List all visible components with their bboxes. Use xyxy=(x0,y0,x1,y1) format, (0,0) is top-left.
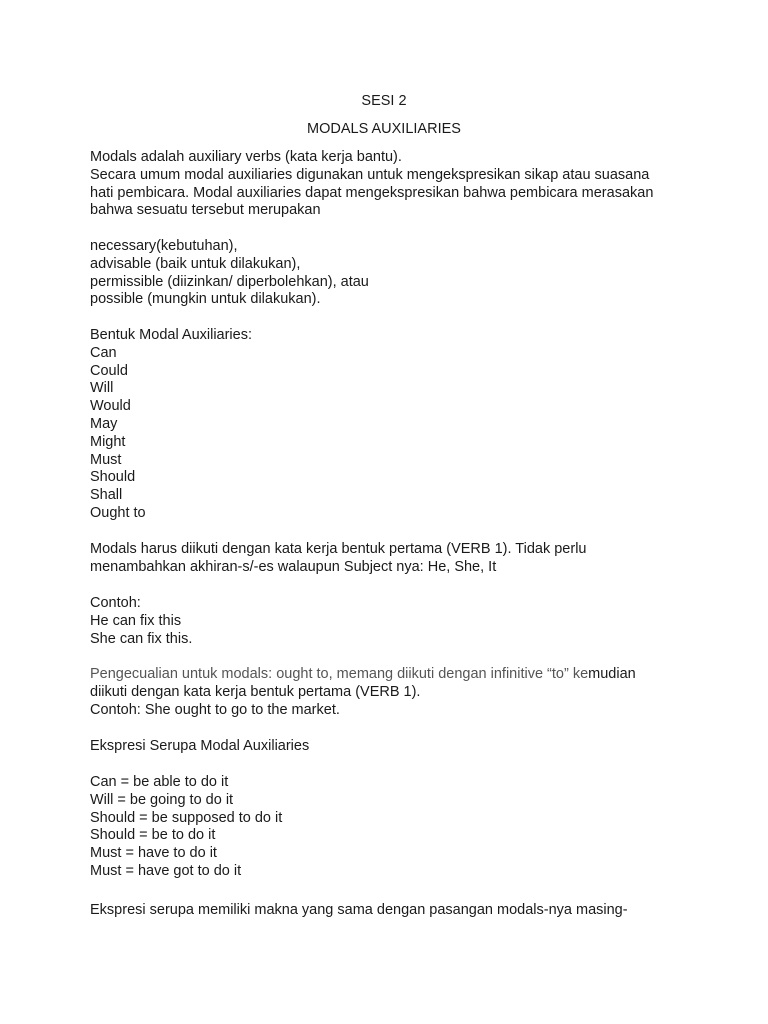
intro-line: hati pembicara. Modal auxiliaries dapat mengekspresikan bahwa pembicara merasakan xyxy=(90,184,654,201)
example-section xyxy=(90,595,690,648)
meanings-list xyxy=(90,238,690,309)
exception-example: Contoh: She ought to go to the market. xyxy=(90,701,340,718)
modal-item: Can xyxy=(90,344,117,361)
similar-item: Must = have to do it xyxy=(90,845,217,862)
example-line: He can fix this xyxy=(90,612,182,629)
intro-paragraph xyxy=(90,149,690,220)
example-line: She can fix this. xyxy=(90,630,193,647)
intro-line: Secara umum modal auxiliaries digunakan untuk mengekspresikan sikap atau suasana xyxy=(90,166,650,183)
similar-list xyxy=(90,774,690,881)
modal-item: Could xyxy=(90,362,128,379)
page-title: MODALS AUXILIARIES xyxy=(307,121,461,137)
modal-item: May xyxy=(90,415,118,432)
exception-line: diikuti dengan kata kerja bentuk pertama (VERB 1). xyxy=(90,683,421,700)
exception-paragraph xyxy=(90,666,690,719)
meaning-item: permissible (diizinkan/ diperbolehkan), atau xyxy=(90,273,369,290)
rule-paragraph xyxy=(90,541,690,577)
modal-item: Will xyxy=(90,380,114,397)
example-heading: Contoh: xyxy=(90,595,141,611)
rule-line: menambahkan akhiran-s/-es walaupun Subject nya: He, She, It xyxy=(90,558,497,575)
exception-gray-text: Pengecualian untuk modals: ought to, memang diikuti dengan infinitive “to” ke xyxy=(90,666,589,682)
session-label: SESI 2 xyxy=(361,93,407,109)
meaning-item: advisable (baik untuk dilakukan), xyxy=(90,255,301,272)
modal-item: Ought to xyxy=(90,504,146,521)
modal-item: Might xyxy=(90,433,126,450)
meaning-item: possible (mungkin untuk dilakukan). xyxy=(90,291,321,308)
intro-line: Modals adalah auxiliary verbs (kata kerja bantu). xyxy=(90,149,402,165)
modal-item: Must xyxy=(90,451,122,468)
modal-item: Should xyxy=(90,469,136,486)
meaning-item: necessary(kebutuhan), xyxy=(90,238,238,254)
similar-heading: Ekspresi Serupa Modal Auxiliaries xyxy=(90,738,310,754)
forms-section xyxy=(90,327,690,523)
exception-line xyxy=(90,666,690,684)
closing-paragraph: Ekspresi serupa memiliki makna yang sama dengan pasangan modals-nya masing- xyxy=(90,902,628,918)
similar-item: Will = be going to do it xyxy=(90,791,234,808)
intro-line: bahwa sesuatu tersebut merupakan xyxy=(90,202,321,219)
similar-item: Should = be to do it xyxy=(90,827,216,844)
rule-line: Modals harus diikuti dengan kata kerja bentuk pertama (VERB 1). Tidak perlu xyxy=(90,541,587,557)
forms-heading: Bentuk Modal Auxiliaries: xyxy=(90,327,252,343)
similar-item: Can = be able to do it xyxy=(90,774,229,790)
similar-item: Must = have got to do it xyxy=(90,862,242,879)
modal-item: Shall xyxy=(90,487,123,504)
modal-item: Would xyxy=(90,398,131,415)
exception-dark-text: mudian xyxy=(588,666,636,682)
similar-item: Should = be supposed to do it xyxy=(90,809,283,826)
